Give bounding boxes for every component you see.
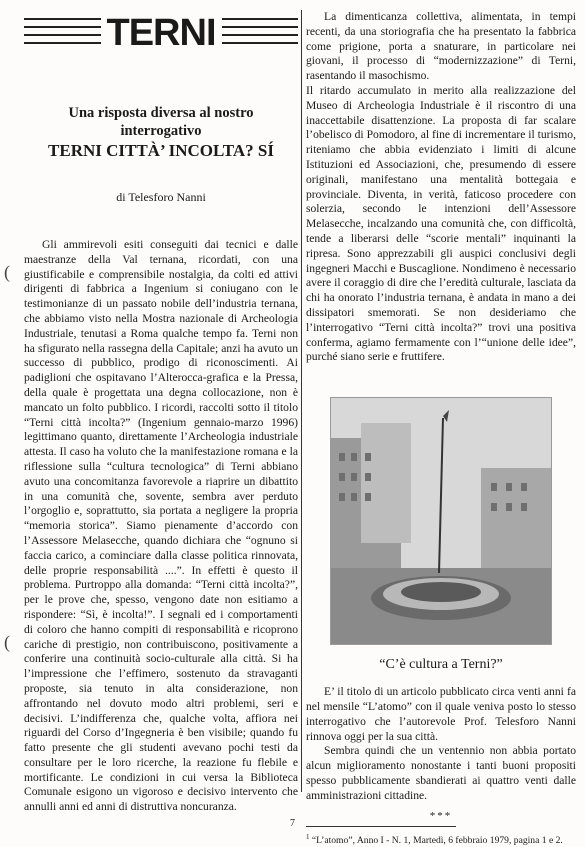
section-separator: *** [429, 809, 453, 822]
page-number: 7 [290, 818, 295, 829]
section-header [24, 10, 298, 56]
left-column [24, 10, 298, 815]
body-paragraph: Il ritardo accumulato in merito alla realizzazione del Museo di Archeologia Industriale è il riscontro di una inaccettabile disattenzione. La proposta di far scalare l’obelisco di Pomodoro, al fine di incrementare il turismo, riteniamo che abbia evidenziato i limiti di alcune Istituzioni ed Associazioni, che, presumendo di essere originali, manifestano una mentalità bottegaia e provinciale. Diventa, in verità, faticoso procedere con solerzia, secondo le intenzioni dell’Assessore Melasecche, incalzando una comunità che, con difficoltà, tende a liberarsi delle “scorie mentali” inquinanti la ripresa. Sono apprezzabili gli auspici conclusivi degli ingegneri Macchi e Buscaglione. Nondimeno è necessario avere il coraggio di dire che l’eredità culturale, lasciata da chi ha onorato l’industria ternana, è andata in mano a dei dissipatori smemorati. Se non desideriamo che l’interrogativo “Terni città incolta?” trovi una positiva conferma, agiamo fermamente con l’“unione delle idee”, purché siano serie e fruttifere. [306, 83, 576, 364]
article-headline [24, 104, 298, 160]
body-paragraph: La dimenticanza collettiva, alimentata, in tempi recenti, da una storiografia che ha presentato la fabbrica come prigione, porta a snaturare, in particolare nei giovani, il processo di “modernizzazione” di Terni, rasentando il masochismo. [306, 10, 576, 83]
footnote [306, 831, 576, 847]
byline: di Telesforo Nanni [116, 190, 206, 204]
headline-line-2: interrogativo [120, 123, 202, 139]
footnote-text: “L’atomo”, Anno I - N. 1, Martedì, 6 febbraio 1979, pagina 1 e 2. [311, 834, 563, 846]
right-body-text [306, 10, 576, 365]
left-body-text [24, 238, 298, 815]
footnote-number: 1 [306, 832, 310, 841]
right-column [306, 10, 576, 847]
headline-line-1: Una risposta diversa al nostro [68, 105, 254, 121]
fountain-square-image [331, 398, 551, 644]
body-paragraph: E’ il titolo di un articolo pubblicato circa venti anni fa nel mensile “L’atomo” con il quale veniva posto lo stesso interrogativo che l’autorevole Prof. Telesforo Nanni rinnova oggi per la sua città. [306, 685, 576, 743]
caption-note [306, 685, 576, 803]
margin-pencil-mark: ( [4, 632, 10, 652]
column-divider [301, 10, 302, 792]
city-square-photo [330, 397, 552, 645]
headline-main: TERNI CITTÀ’ INCOLTA? SÍ [48, 141, 274, 160]
margin-pencil-mark: ( [4, 262, 10, 282]
body-paragraph: Gli ammirevoli esiti conseguiti dai tecnici e dalle maestranze della Val ternana, ricordati, con una giustificabile e comprensibile nostalgia, da colti ed attivi dirigenti di fabbrica a Ingenium si coniugano con le testimonianze di un passato nobile dell’industria ternana, che abbiamo visto nella Mostra nazionale di Archeologia Industriale, tenutasi a Roma qualche tempo fa. Terni non ha sfigurato nella rassegna della Capitale; anzi ha avuto un successo di pubblico, prodigo di riconoscimenti. Ai padiglioni che ospitavano l’Alterocca-grafica e la Pressa, della quale è progettata una degna collocazione, non è mancato un folto pubblico. I ricordi, raccolti sotto il titolo “Terni città incolta?” (Ingenium gennaio-marzo 1996) legittimano quanto, direttamente l’Archeologia industriale attesta. Il caso ha voluto che la manifestazione romana e la riflessione sulla “cultura tecnologica” di Terni abbiano avuto una concomitanza favorevole a riaprire un dibattito in una comunità che, sovente, sembra aver perduto l’orgoglio e, soprattutto, sia portata a negligere la propria “memoria storica”. Siamo pienamente d’accordo con l’Assessore Melasecche, quando dichiara che “ognuno si faccia carico, a cominciare dalla classe politica rinnovata, delle proprie responsabilità ....”. In effetti è questo il problema. Purtroppo alla domanda: “Terni città incolta?”, per le prove che, spesso, vengono date non esitiamo a rispondere: “Sì, è incolta!”. I segnali ed i comportamenti di coloro che hanno compiti di responsabilità e ricoprono cariche di prestigio, non contribuiscono, positivamente a conferire una continuità socio-culturale alla città. Si ha l’impressione che l’effimero, sostenuto da stravaganti proposte, sia tenuto in alta considerazione, non affrontando nel dovuto modo altri problemi, seri e decisivi. L’indifferenza che, qualche volta, affiora nei riguardi del Corso d’Ingegneria è ben visibile; quando fu fatto presente che gli studenti avevano pochi testi da consultare per le loro ricerche, la reazione fu flebile e mortificante. Le condizioni in cui versa la Biblioteca Comunale esigono un vigoroso e decisivo intervento che annulli anni ed anni di distruttiva noncuranza. [24, 238, 298, 814]
photo-caption: “C’è cultura a Terni?” [379, 657, 503, 673]
body-paragraph: Sembra quindi che un ventennio non abbia portato alcun miglioramento nonostante i tanti buoni propositi spesso pubblicamente sbandierati ai quattro venti dalle amministrazioni cittadine. [306, 744, 576, 802]
section-title: TERNI [24, 10, 298, 56]
